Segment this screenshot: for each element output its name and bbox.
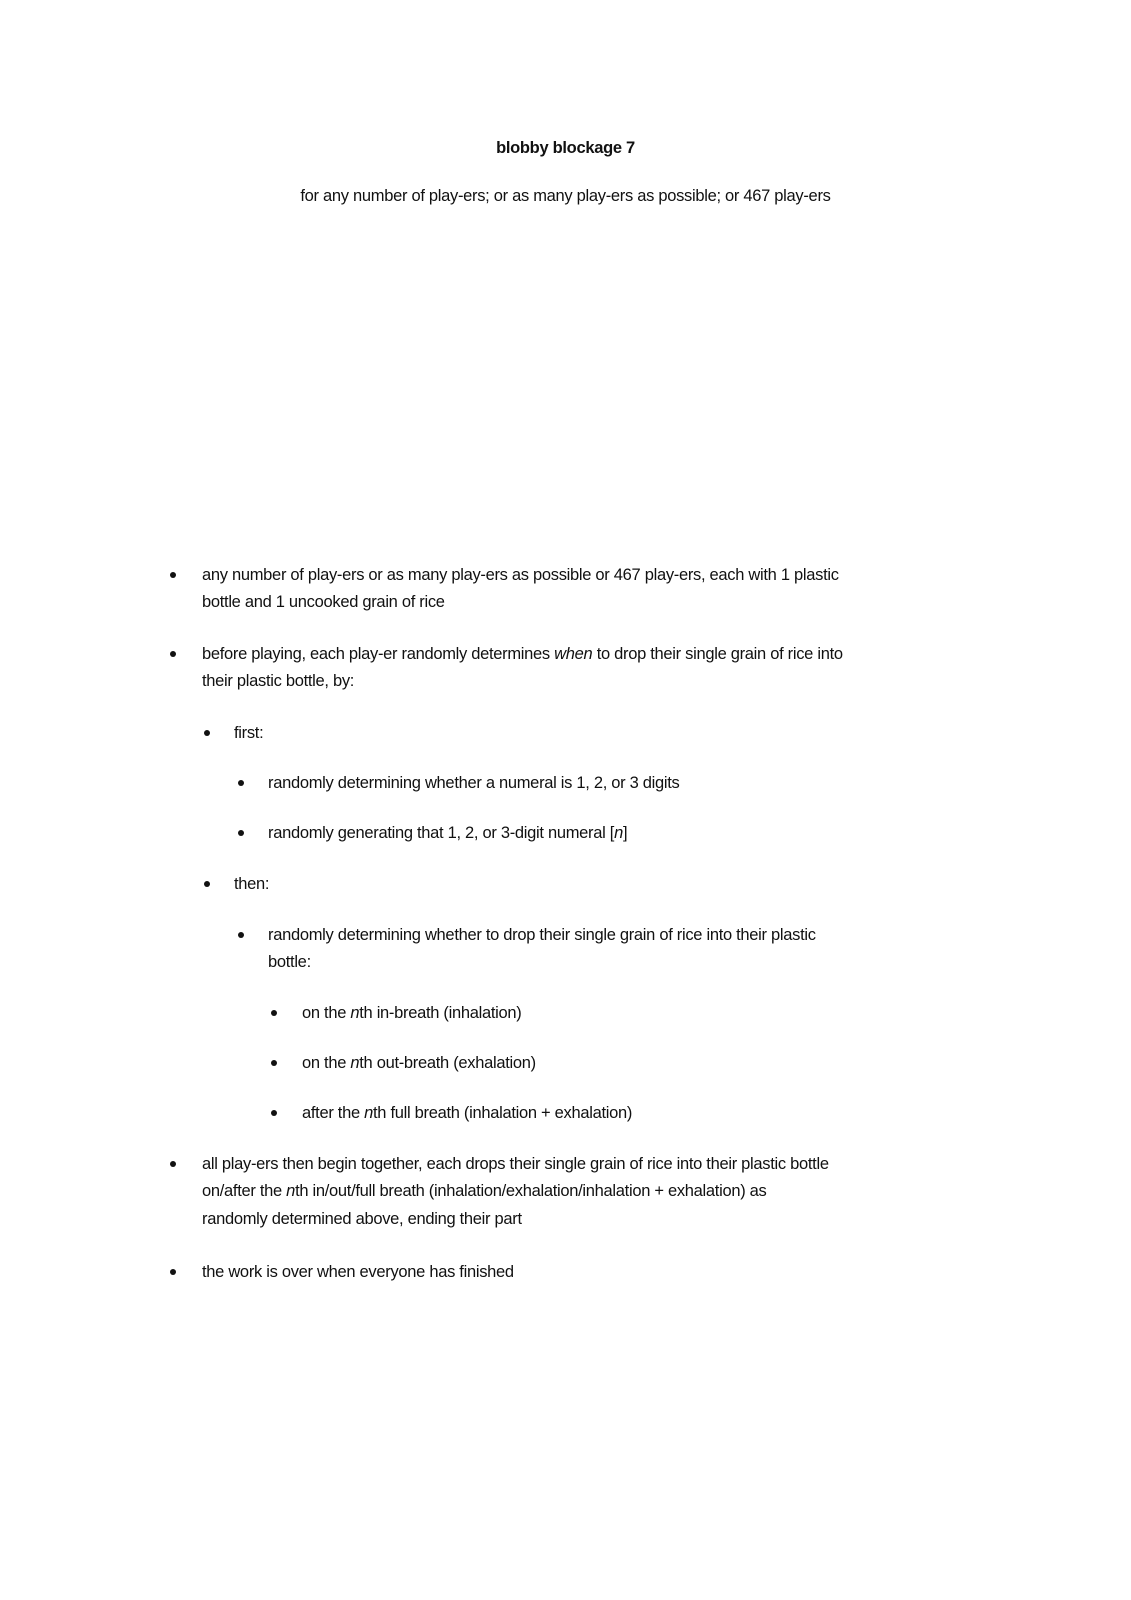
list-item: [268, 823, 627, 843]
list-item-line: any number of play-ers or as many play-ers as possible or 467 play-ers, each with 1 plastic: [202, 566, 839, 584]
list-item: [302, 1003, 521, 1023]
emphasis: when: [554, 645, 593, 663]
bullet-icon: [238, 830, 244, 836]
bullet-icon: [170, 1269, 176, 1275]
list-item: [302, 1053, 536, 1073]
list-item-line: all play-ers then begin together, each drops their single grain of rice into their plastic bottle: [202, 1155, 829, 1173]
text: to drop their single grain of rice into: [592, 645, 843, 663]
text: before playing, each play-er randomly determines: [202, 645, 555, 663]
text: ]: [622, 824, 628, 842]
bullet-icon: [238, 932, 244, 938]
bullet-icon: [238, 780, 244, 786]
text: on the: [302, 1004, 351, 1022]
list-item-line: randomly determined above, ending their part: [202, 1210, 522, 1228]
text: th full breath (inhalation + exhalation): [373, 1104, 633, 1122]
emphasis: n: [364, 1104, 374, 1122]
bullet-icon: [271, 1010, 277, 1016]
list-item-line: randomly determining whether to drop their single grain of rice into their plastic: [268, 926, 816, 944]
list-item: randomly determining whether a numeral is 1, 2, or 3 digits: [268, 774, 680, 792]
bullet-icon: [204, 730, 210, 736]
text: th out-breath (exhalation): [359, 1054, 536, 1072]
list-item: first:: [234, 724, 264, 742]
text: th in-breath (inhalation): [359, 1004, 522, 1022]
text: th in/out/full breath (inhalation/exhalation/inhalation + exhalation) as: [295, 1182, 767, 1200]
list-item: [302, 1103, 632, 1123]
list-item: then:: [234, 875, 270, 893]
bullet-icon: [170, 651, 176, 657]
text: after the: [302, 1104, 365, 1122]
bullet-icon: [204, 881, 210, 887]
list-item-line: bottle:: [268, 953, 311, 971]
list-item-line: bottle and 1 uncooked grain of rice: [202, 593, 445, 611]
bullet-icon: [170, 572, 176, 578]
bullet-icon: [170, 1161, 176, 1167]
list-item-line: [202, 1181, 767, 1201]
document-subtitle: for any number of play-ers; or as many play-ers as possible; or 467 play-ers: [300, 187, 831, 205]
list-item-line: [202, 644, 843, 664]
list-item: the work is over when everyone has finished: [202, 1263, 514, 1281]
text: on the: [302, 1054, 351, 1072]
bullet-icon: [271, 1060, 277, 1066]
text: randomly generating that 1, 2, or 3-digit numeral [: [268, 824, 615, 842]
text: on/after the: [202, 1182, 287, 1200]
bullet-icon: [271, 1110, 277, 1116]
emphasis: n: [350, 1054, 360, 1072]
emphasis: n: [350, 1004, 360, 1022]
document-title: blobby blockage 7: [496, 139, 635, 157]
emphasis: n: [286, 1182, 296, 1200]
emphasis: n: [614, 824, 623, 842]
list-item-line: their plastic bottle, by:: [202, 672, 355, 690]
